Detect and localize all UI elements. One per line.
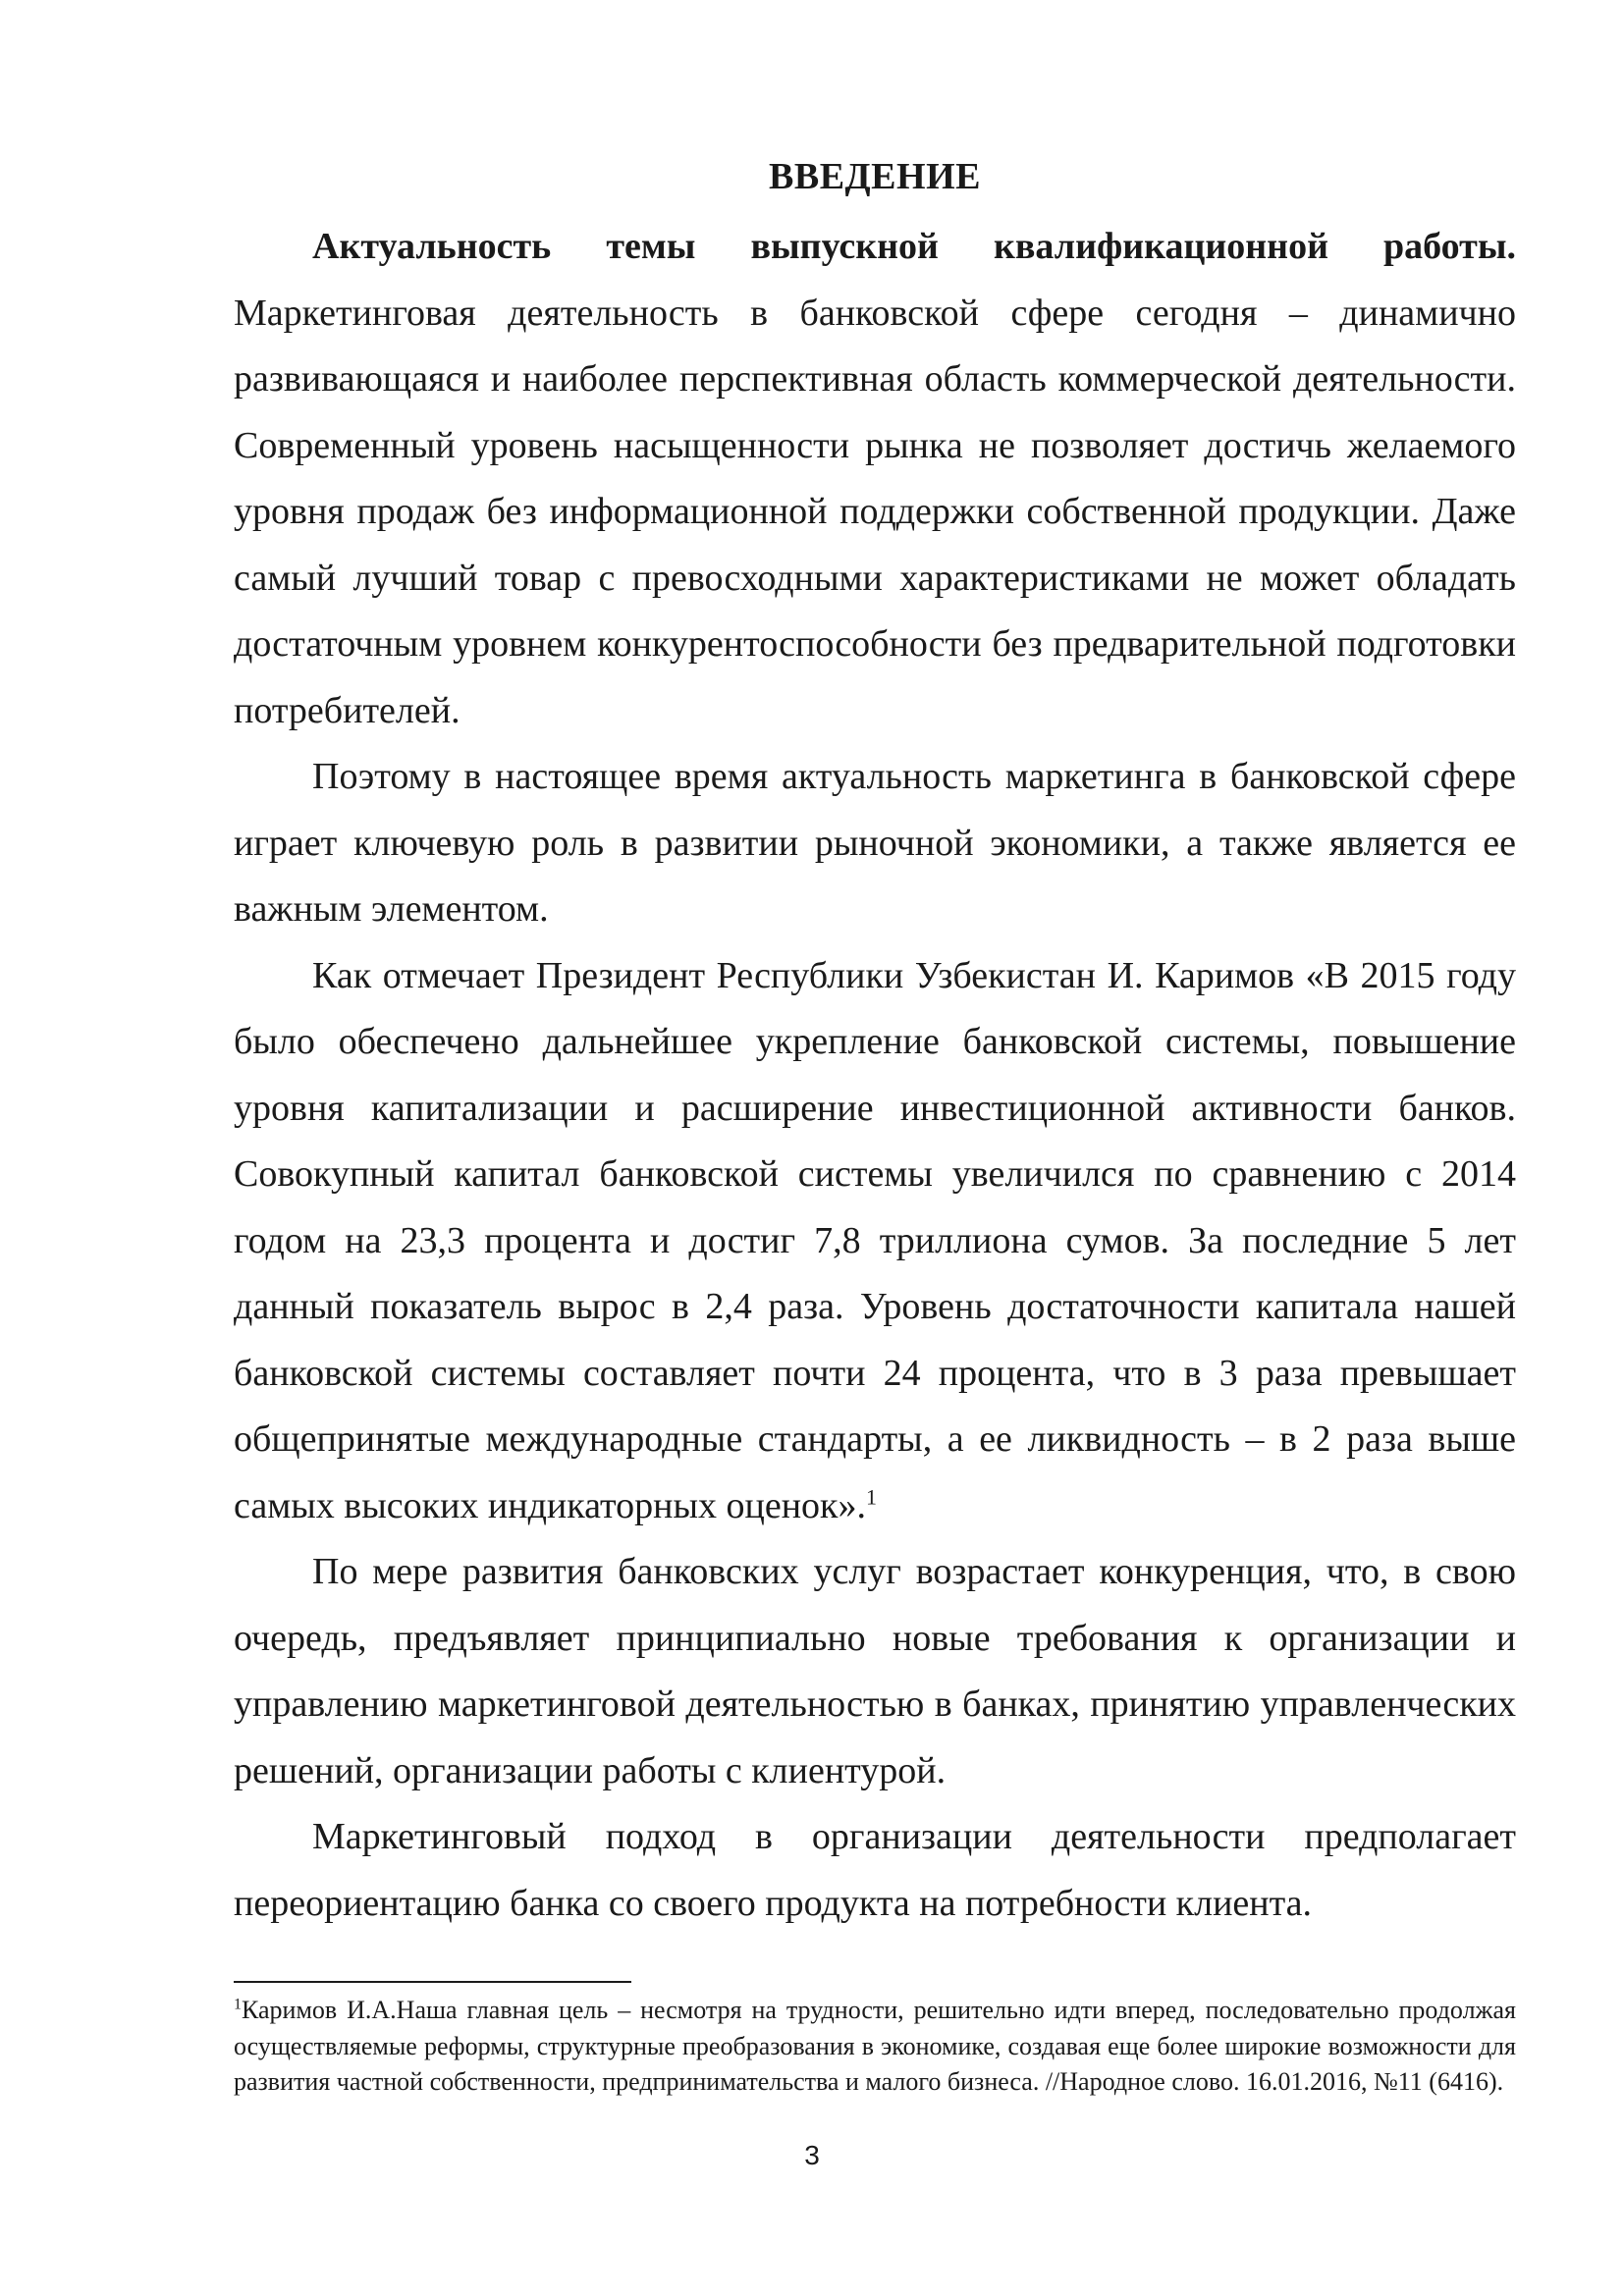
paragraph-marketing-approach: Маркетинговый подход в организации деятельности предполагает переориентацию банка со своего продукта на потребности клиента. [234,1816,1516,1924]
paragraph-president-quote [234,943,1516,1540]
footnote-separator [234,1981,631,1983]
paragraph-marketing-role: Поэтому в настоящее время актуальность маркетинга в банковской сфере играет ключевую роль в развитии рыночной экономики, а также является ее важным элементом. [234,756,1516,930]
document-body [234,147,1516,1937]
footnote [234,1993,1516,2101]
page-number: 3 [804,2140,820,2170]
paragraph-relevance [234,214,1516,744]
relevance-text: Маркетинговая деятельность в банковской сфере сегодня – динамично развивающаяся и наиболее перспективная область коммерческой деятельности. Современный уровень насыщенности рынка не позволяет достичь желаемого уровня продаж без информационной поддержки собственной продукции. Даже самый лучший товар с превосходными характеристиками не может обладать достаточным уровнем конкурентоспособности без предварительной подготовки потребителей. [234,292,1516,731]
footnote-marker: 1 [234,1996,242,2013]
section-heading: ВВЕДЕНИЕ [769,156,981,197]
footnote-reference[interactable]: 1 [866,1483,877,1509]
paragraph-competition: По мере развития банковских услуг возрастает конкуренция, что, в свою очередь, предъявляет принципиально новые требования к организации и управлению маркетинговой деятельностью в банках, принятию управленческих решений, организации работы с клиентурой. [234,1551,1516,1791]
footnote-text: Каримов И.А.Наша главная цель – несмотря на трудности, решительно идти вперед, последовательно продолжая осуществляемые реформы, структурные преобразования в экономике, создавая еще более широкие возможности для развития частной собственности, предпринимательства и малого бизнеса. //Народное слово. 16.01.2016, №11 (6416). [234,1996,1516,2096]
quote-text: Как отмечает Президент Республики Узбекистан И. Каримов «В 2015 году было обеспечено дальнейшее укрепление банковской системы, повышение уровня капитализации и расширение инвестиционной активности банков. Совокупный капитал банковской системы увеличился по сравнению с 2014 годом на 23,3 процента и достиг 7,8 триллиона сумов. За последние 5 лет данный показатель вырос в 2,4 раза. Уровень достаточности капитала нашей банковской системы составляет почти 24 процента, что в 3 раза превышает общепринятые международные стандарты, а ее ликвидность – в 2 раза выше самых высоких индикаторных оценок». [234,954,1516,1526]
relevance-title: Актуальность темы выпускной квалификационной работы. [312,226,1516,267]
